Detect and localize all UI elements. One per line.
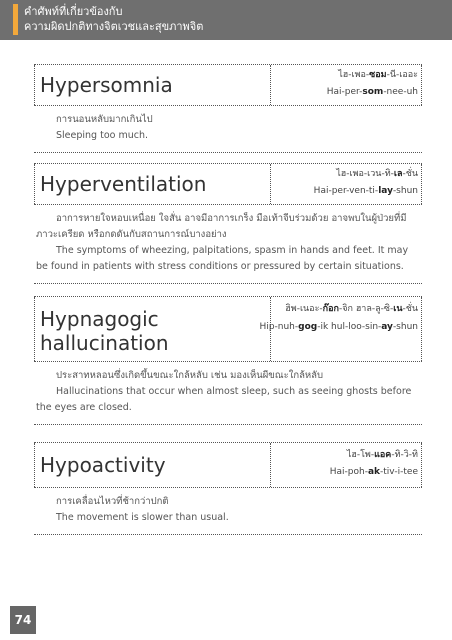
header-title-line1: คำศัพท์ที่เกี่ยวข้องกับ xyxy=(24,5,123,18)
definition xyxy=(34,488,422,534)
definition-english: Hallucinations that occur when almost sleep, such as seeing ghosts before the eyes are closed. xyxy=(36,386,412,413)
definition xyxy=(34,362,422,424)
term-box xyxy=(34,163,422,205)
term-title: Hypnagogic hallucination xyxy=(40,307,169,355)
page-number: 74 xyxy=(10,606,36,634)
pronunciation-thai: ไฮ-เพอ-ซอม-นี-เออะ xyxy=(338,70,418,80)
entry-divider xyxy=(34,534,422,535)
definition xyxy=(34,205,422,283)
pronunciation-thai: ฮิพ-เนอะ-ก๊อก-จิก ฮาล-ลู-ซิ-เน-ชั่น xyxy=(285,304,418,314)
definition-english: The movement is slower than usual. xyxy=(56,512,229,523)
definition-thai: การนอนหลับมากเกินไป xyxy=(56,114,153,125)
header-accent-bar xyxy=(13,4,18,35)
definition xyxy=(34,106,422,152)
term-title: Hypoactivity xyxy=(40,453,166,477)
glossary-entry xyxy=(34,64,422,153)
definition-thai: การเคลื่อนไหวที่ช้ากว่าปกติ xyxy=(56,496,169,507)
entry-divider xyxy=(34,424,422,425)
glossary-entry xyxy=(34,296,422,425)
pronunciation-roman: Hai-per-som-nee-uh xyxy=(326,87,418,97)
term-box xyxy=(34,442,422,488)
definition-english: Sleeping too much. xyxy=(56,130,149,141)
header-title-line2: ความผิดปกติทางจิตเวชและสุขภาพจิต xyxy=(24,20,204,33)
glossary-entry xyxy=(34,163,422,284)
pronunciation-thai: ไฮ-โพ-แอค-ทิ-วิ-ทิ xyxy=(346,450,418,460)
entry-divider xyxy=(34,283,422,284)
term-title: Hyperventilation xyxy=(40,172,207,196)
pronunciation-roman: Hai-poh-ak-tiv-i-tee xyxy=(329,467,418,477)
term-box xyxy=(34,296,422,362)
chapter-header xyxy=(0,0,452,40)
definition-thai: ประสาทหลอนซึ่งเกิดขึ้นขณะใกล้หลับ เช่น มองเห็นผีขณะใกล้หลับ xyxy=(56,370,324,381)
definition-english: The symptoms of wheezing, palpitations, spasm in hands and feet. It may be found in patients with stress conditions or pressured by certain situations. xyxy=(36,245,409,272)
definition-thai: อาการหายใจหอบเหนื่อย ใจสั่น อาจมีอาการเกร็ง มือเท้าจีบร่วมด้วย อาจพบในผู้ป่วยที่มีภาวะเครียด หรือกดดันกับสถานการณ์บางอย่าง xyxy=(36,213,407,240)
pronunciation-roman: Hai-per-ven-ti-lay-shun xyxy=(313,186,418,196)
entry-divider xyxy=(34,152,422,153)
pronunciation-roman: Hip-nuh-gog-ik hul-loo-sin-ay-shun xyxy=(259,322,418,332)
pronunciation-thai: ไฮ-เพอ-เวน-ทิ-เล-ชั่น xyxy=(336,169,418,179)
glossary-entry xyxy=(34,442,422,535)
term-title: Hypersomnia xyxy=(40,73,173,97)
term-box xyxy=(34,64,422,106)
